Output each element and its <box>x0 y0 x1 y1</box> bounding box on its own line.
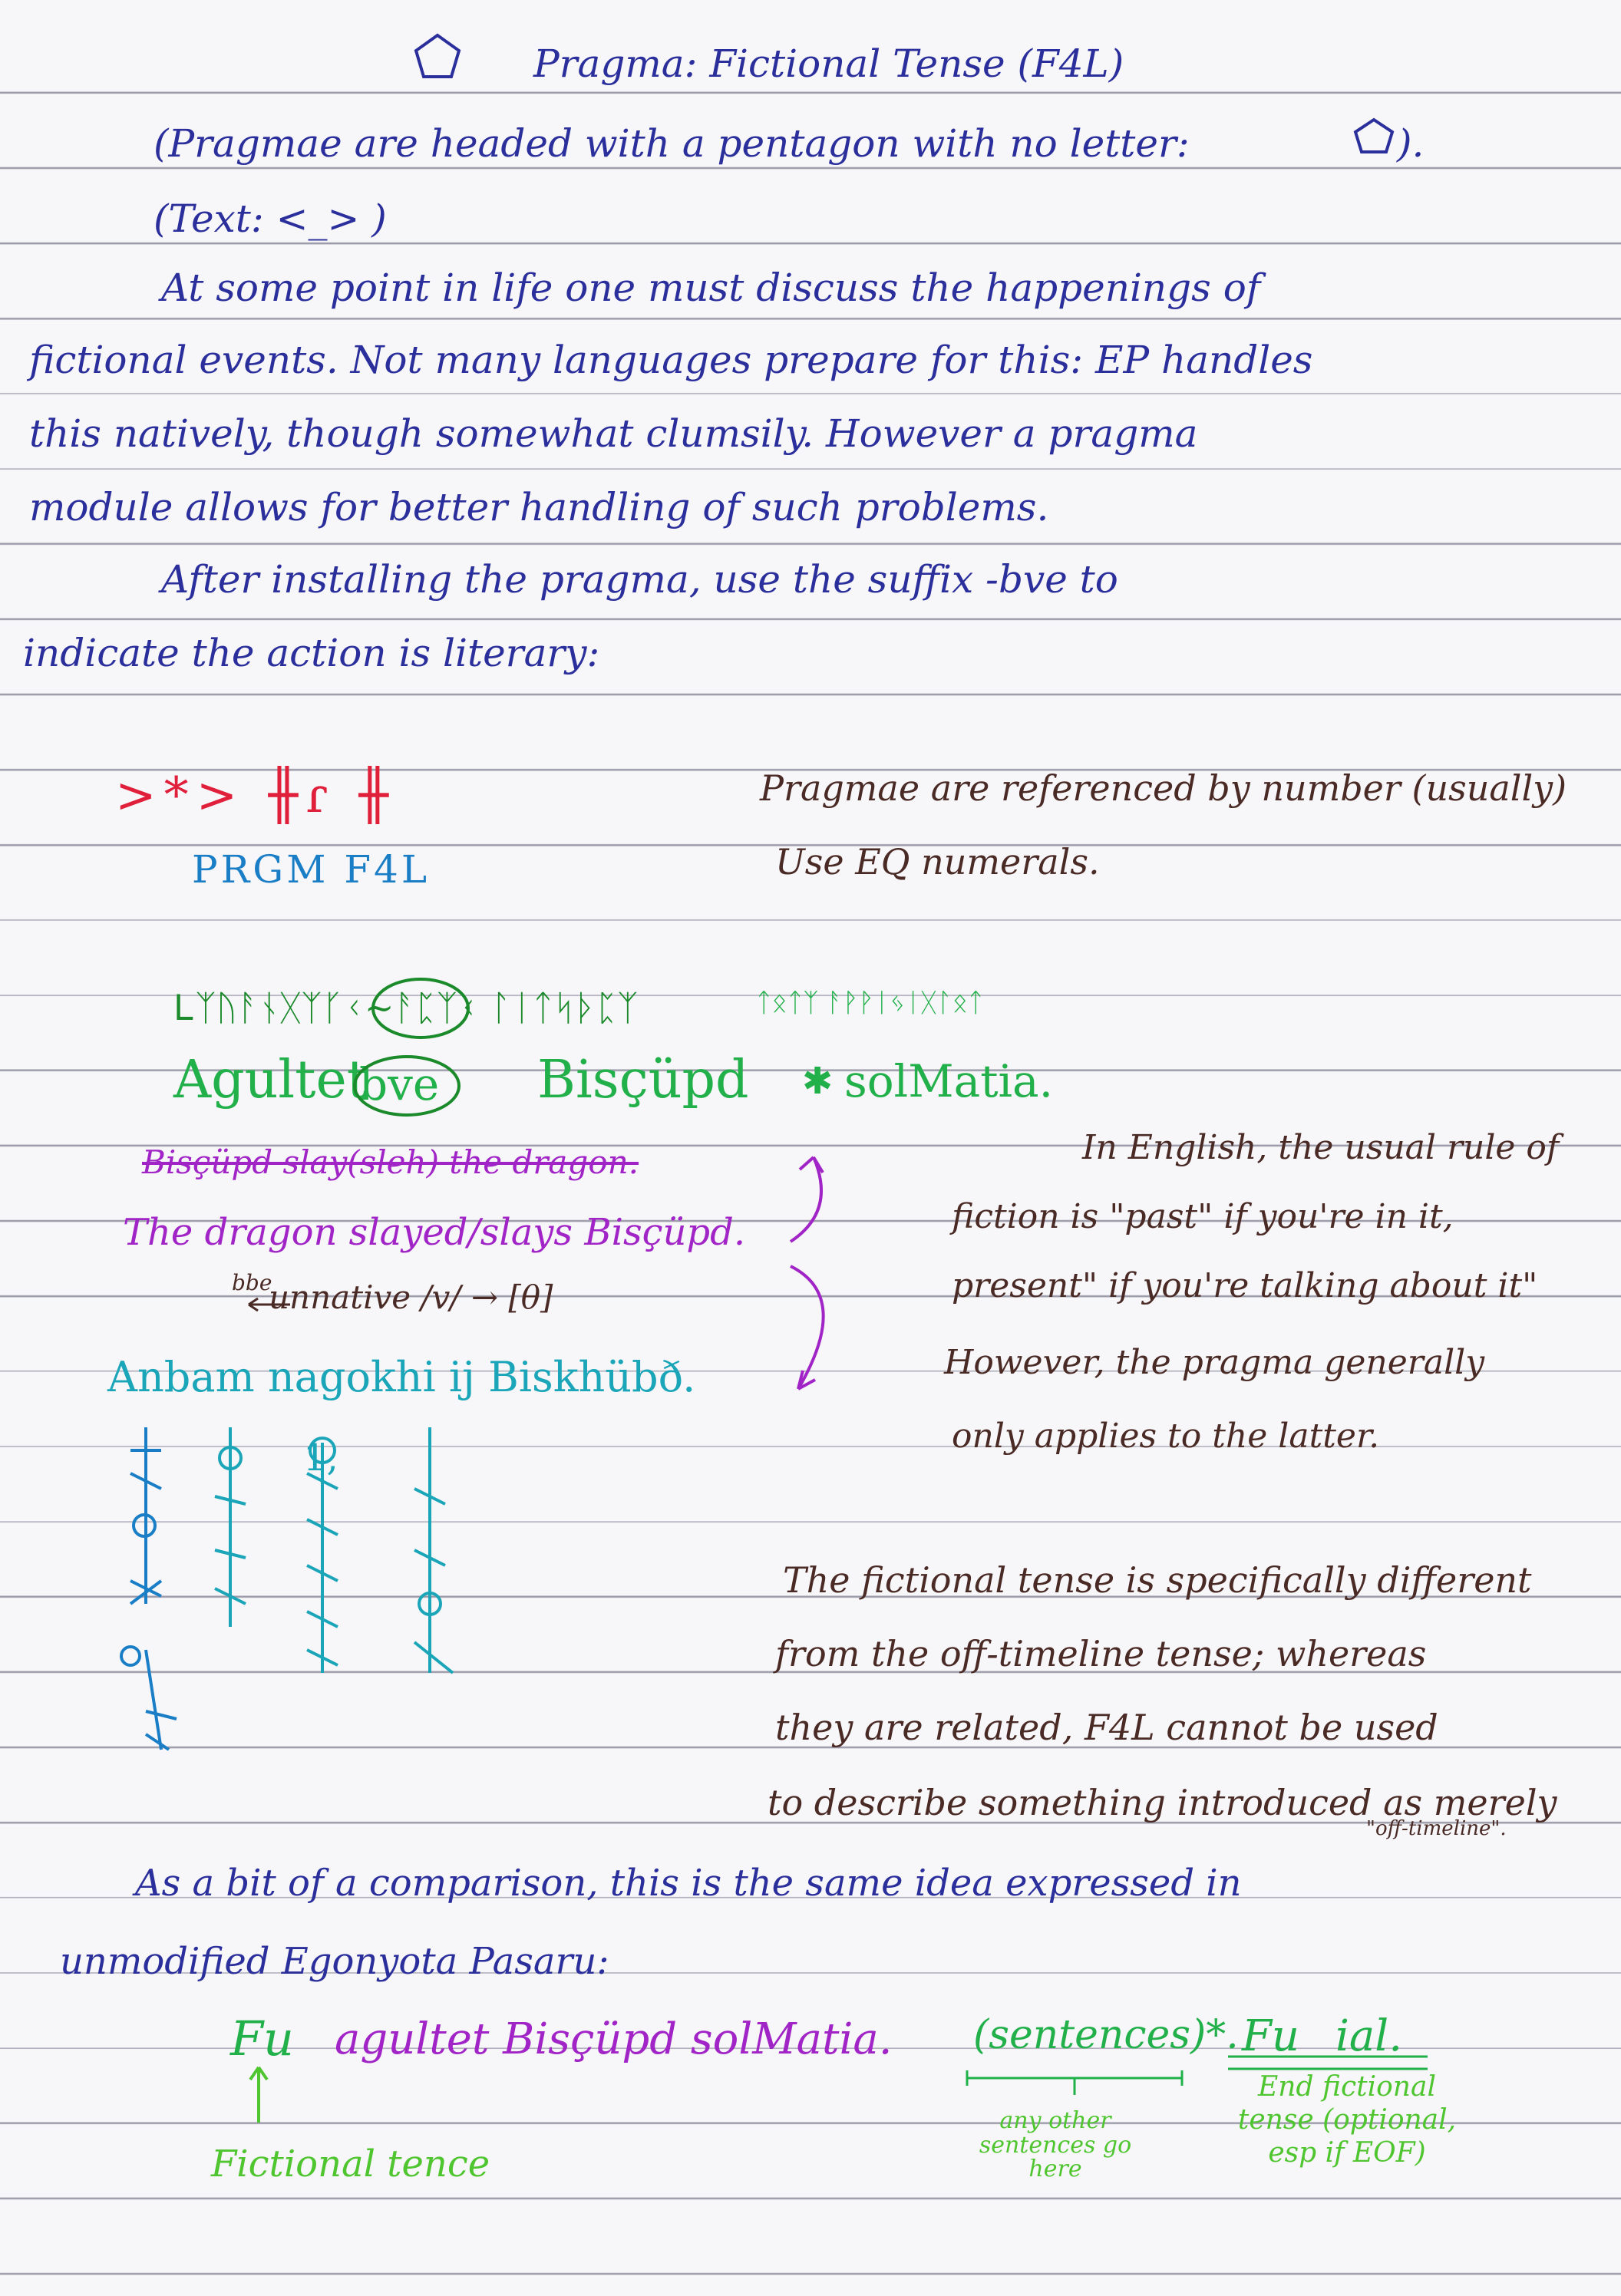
pentagon-icon <box>1352 117 1395 155</box>
struck-line: Bisçüpd slay(sleh) the dragon. <box>142 1143 639 1181</box>
label-end-fictional: End fictional tense (optional, esp if EOF) <box>1237 2071 1457 2169</box>
side-note-line-3: present" if you're talking about it" <box>952 1266 1538 1305</box>
final-sentence: agultet Bisçüpd solMatia. <box>335 2014 893 2064</box>
pentagon-icon <box>413 32 462 80</box>
paragraph-1-line-4: module allows for better handling of such problems. <box>29 485 1049 529</box>
scribble-mark: ✱ <box>802 1060 834 1103</box>
final-ial: ial. <box>1335 2011 1403 2061</box>
offtimeline-note-line-3: they are related, F4L cannot be used <box>775 1707 1438 1748</box>
example-word-bve: bve <box>359 1058 440 1110</box>
circle-mark <box>367 973 474 1044</box>
paragraph-2-line-1: After installing the pragma, use the suffix -bve to <box>161 557 1118 602</box>
unnative-note: unnative /v/ → [θ] <box>269 1278 553 1316</box>
offtimeline-note-line-2: from the off-timeline tense; whereas <box>775 1633 1427 1674</box>
intro-line-2: (Text: <_> ) <box>154 196 387 241</box>
intro-line-1-end: ). <box>1397 121 1425 166</box>
label-any-other-sentences: any other sentences go here <box>979 2107 1132 2182</box>
arrow-icon <box>783 1150 844 1249</box>
pragma-gloss: PRGM F4L <box>192 847 431 892</box>
pronunciation-line: Anbam nagokhi ij Biskhübð. <box>107 1353 696 1401</box>
circle-mark <box>349 1051 464 1120</box>
trailing-mark: 1, <box>303 1437 338 1480</box>
comparison-line-1: As a bit of a comparison, this is the same idea expressed in <box>135 1862 1242 1905</box>
intro-line-1: (Pragmae are headed with a pentagon with no letter: <box>154 121 1190 166</box>
pragma-script: >*> ╫ɾ ╫ <box>115 767 396 824</box>
final-fu: Fu <box>230 2011 294 2067</box>
label-fictional-tence: Fictional tence <box>211 2143 490 2185</box>
example-word-biscupd: Bisçüpd <box>537 1050 749 1110</box>
example-script-line: Ꮮᛉᚢᚨᚾᚷᛉᚴᚲ~ᚨᛈᛉᚲ ᛚᛁᛏᛋᚦᛈᛉ <box>175 987 639 1028</box>
up-arrow-icon <box>247 2063 270 2124</box>
side-note-line-2: fiction is "past" if you're in it, <box>952 1197 1454 1236</box>
pragma-note-line-2: Use EQ numerals. <box>775 841 1100 882</box>
vertical-script-columns <box>100 1427 622 1780</box>
example-word-solmatia: solMatia. <box>844 1055 1054 1107</box>
example-translation: The dragon slayed/slays Bisçüpd. <box>123 1211 746 1254</box>
arrow-icon <box>783 1259 852 1397</box>
example-word-agultet: Agultet <box>173 1050 368 1110</box>
offtimeline-note-line-5: "off-timeline". <box>1366 1817 1507 1840</box>
side-note-line-1: In English, the usual rule of <box>1082 1128 1560 1167</box>
paragraph-1-line-2: fictional events. Not many languages prepare for this: EP handles <box>29 338 1313 382</box>
arrow-icon <box>246 1297 292 1312</box>
paragraph-2-line-2: indicate the action is literary: <box>23 631 600 675</box>
example-script-small: ᛏᛟᛏᛉ ᚨᚹᚹᛁᛃᛁᚷᛚᛟᛏ <box>756 988 984 1018</box>
side-note-line-4: However, the pragma generally <box>944 1343 1485 1382</box>
offtimeline-note-line-1: The fictional tense is specifically different <box>783 1559 1532 1601</box>
offtimeline-note-line-4: to describe something introduced as merely <box>768 1782 1557 1823</box>
final-sentences: (sentences)*. <box>973 2012 1239 2058</box>
final-fu-end: Fu <box>1242 2011 1299 2061</box>
unnative-prefix: bbe <box>232 1270 272 1295</box>
paragraph-1-line-3: this natively, though somewhat clumsily. However a pragma <box>29 411 1198 456</box>
page-title: Pragma: Fictional Tense (F4L) <box>533 41 1124 86</box>
paragraph-1-line-1: At some point in life one must discuss the happenings of <box>161 266 1261 310</box>
pragma-note-line-1: Pragmae are referenced by number (usually) <box>760 767 1567 809</box>
side-note-line-5: only applies to the latter. <box>952 1417 1380 1456</box>
comparison-line-2: unmodified Egonyota Pasaru: <box>60 1940 609 1983</box>
